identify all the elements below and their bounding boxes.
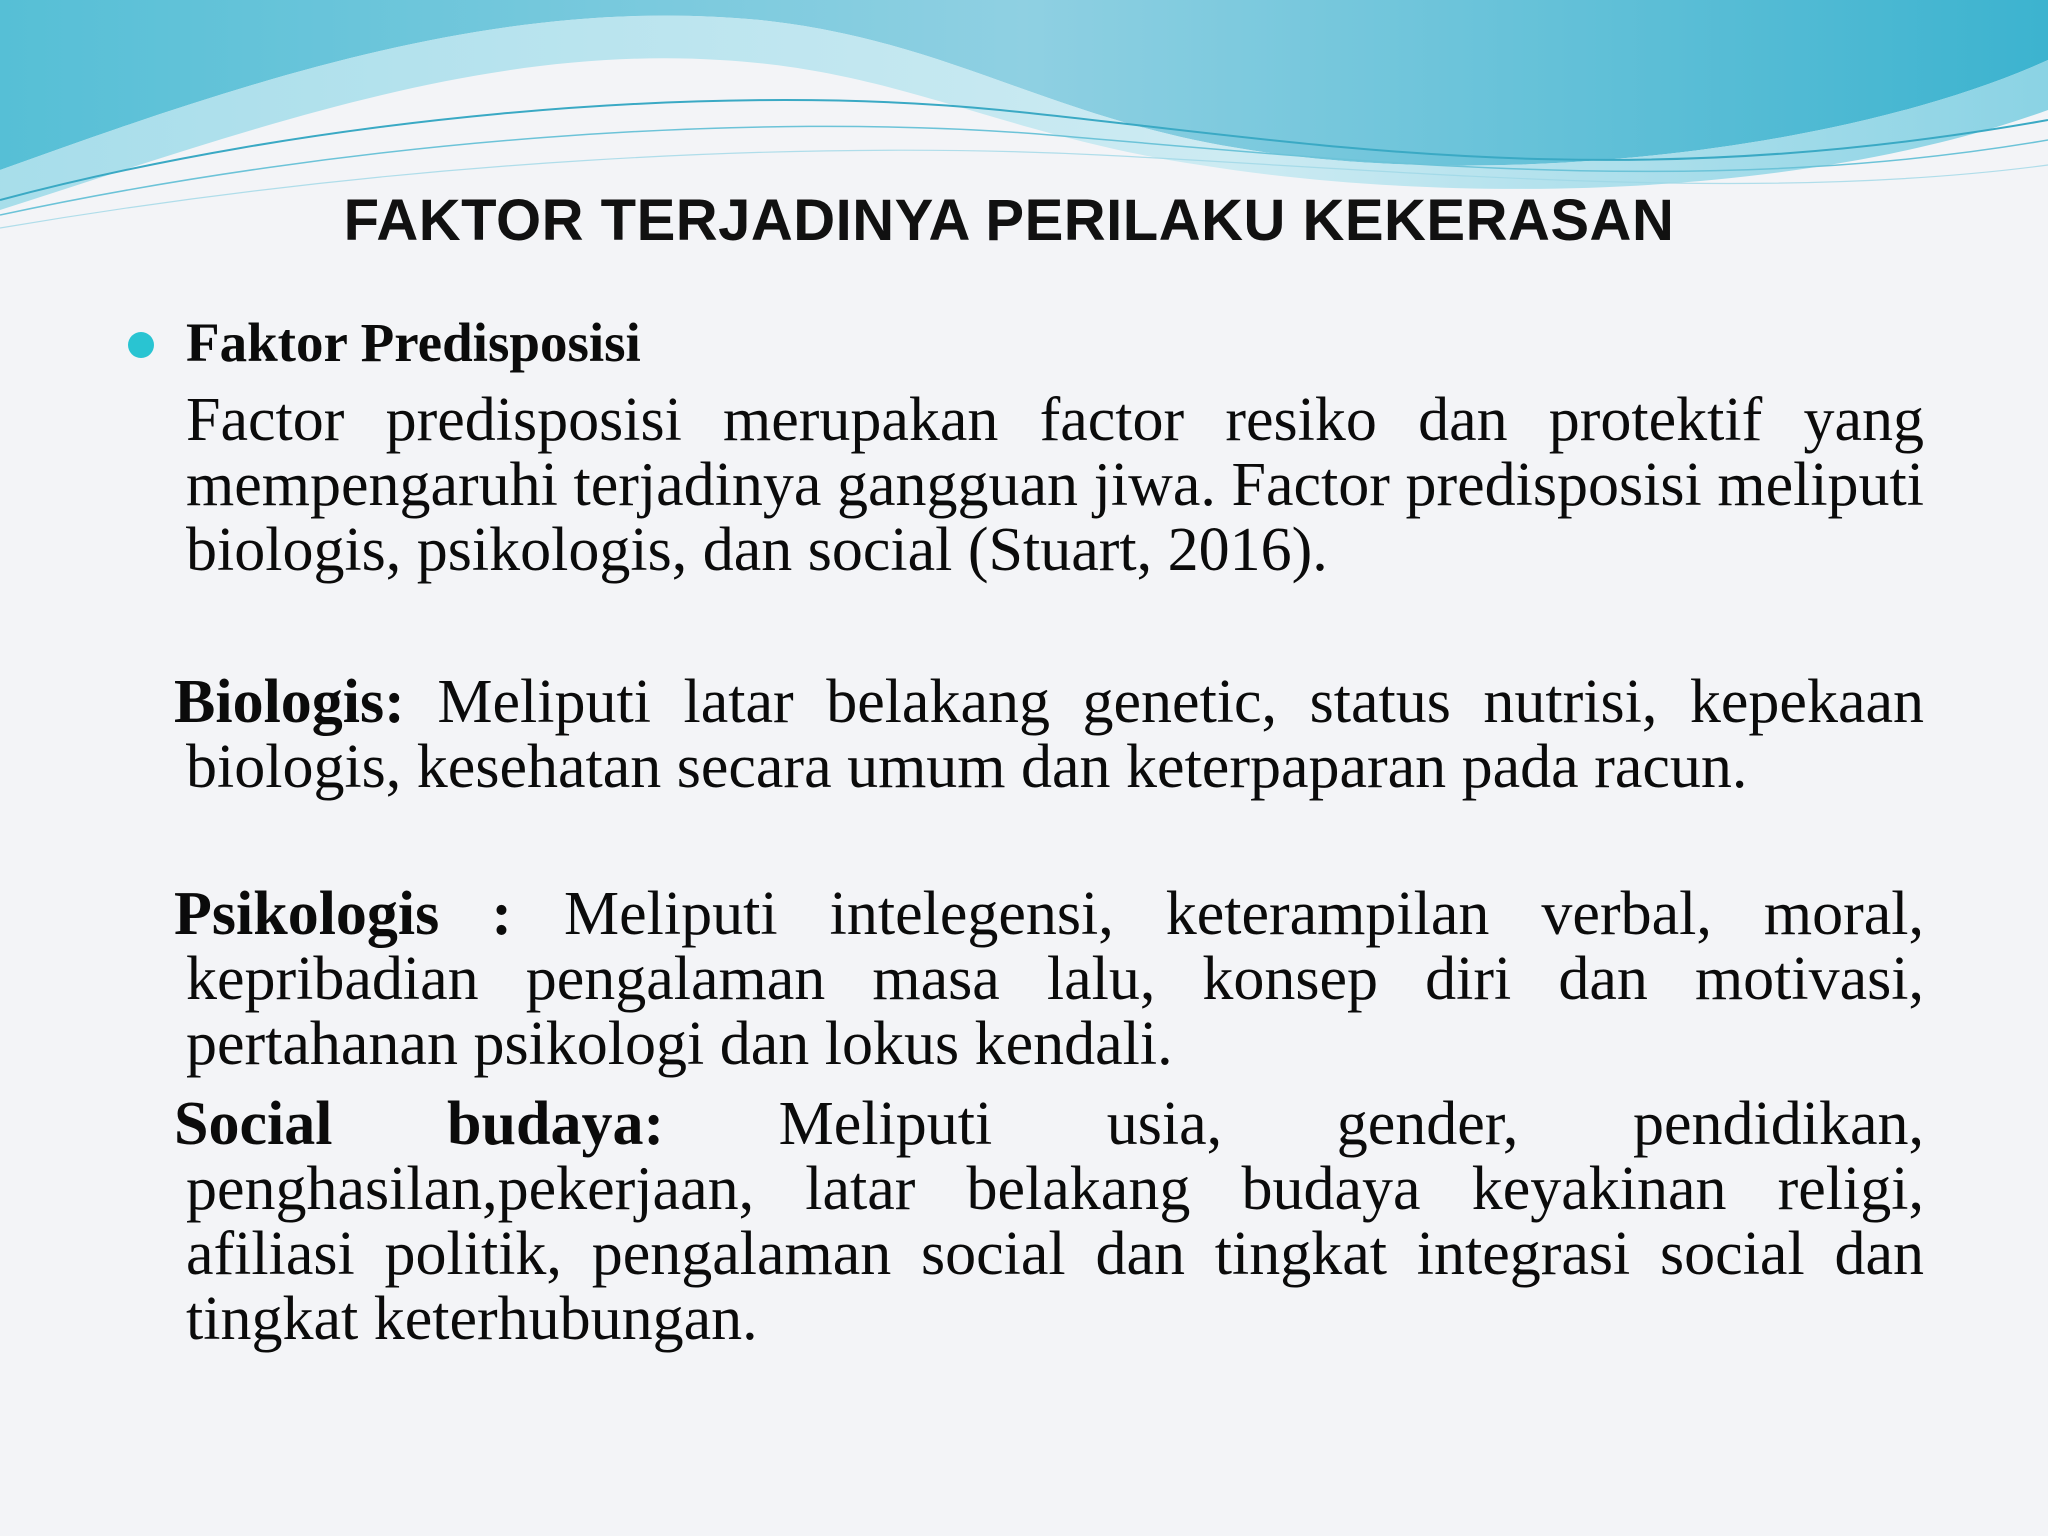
psikologis-paragraph bbox=[174, 880, 1924, 1078]
psikologis-label: Psikologis : bbox=[174, 880, 512, 948]
social-paragraph bbox=[174, 1090, 1924, 1353]
social-label: Social budaya: bbox=[174, 1090, 665, 1158]
slide-title: FAKTOR TERJADINYA PERILAKU KEKERASAN bbox=[343, 188, 1675, 253]
bullet-dot-icon bbox=[128, 332, 154, 358]
psikologis-text: Meliputi intelegensi, keterampilan verbal, moral, kepribadian pengalaman masa lalu, konsep diri dan motivasi, pertahanan psikologi dan lokus kendali. bbox=[186, 880, 1924, 1078]
social-text: Meliputi usia, gender, pendidikan, penghasilan,pekerjaan, latar belakang budaya keyakinan religi, afiliasi politik, pengalaman social dan tingkat integrasi social dan tingkat keterhubungan. bbox=[186, 1090, 1924, 1353]
biologis-label: Biologis: bbox=[174, 668, 405, 736]
biologis-paragraph bbox=[174, 668, 1924, 801]
bullet-heading: Faktor Predisposisi bbox=[186, 312, 641, 373]
biologis-text: Meliputi latar belakang genetic, status nutrisi, kepekaan biologis, kesehatan secara umum dan keterpaparan pada racun. bbox=[186, 668, 1924, 801]
intro-paragraph: Factor predisposisi merupakan factor resiko dan protektif yang mempengaruhi terjadinya gangguan jiwa. Factor predisposisi meliputi biologis, psikologis, dan social (Stuart, 2016). bbox=[186, 386, 1924, 584]
